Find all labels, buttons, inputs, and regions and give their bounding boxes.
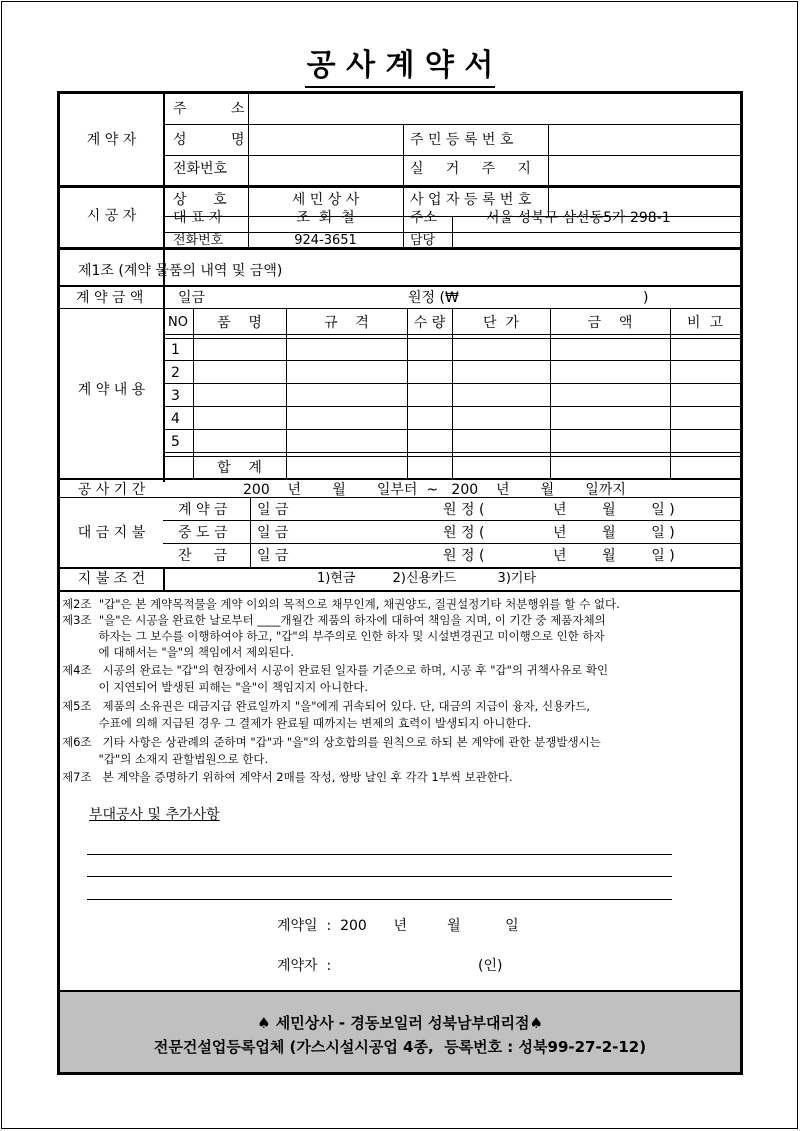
article-7: 제7조 본 계약을 증명하기 위하여 계약서 2매를 작성, 쌍방 날인 후 각각 1부씩 보관한다. <box>62 770 513 784</box>
name-field[interactable] <box>250 126 402 154</box>
col-header-item: 품 명 <box>217 315 262 331</box>
biz-reg-label: 사 업 자 등 록 번 호 <box>410 192 532 208</box>
footer-line-2: 전문건설업등록업체 (가스시설시공업 4종, 등록번호 : 성북99-27-2-12) <box>153 1038 647 1056</box>
name-label: 성 명 <box>173 132 245 148</box>
article-6-cont: "갑"의 소재지 관할법원으로 한다. <box>62 752 269 766</box>
payment-row-prefix: 일 금 <box>257 548 289 564</box>
col-header-amount: 금 액 <box>587 315 633 331</box>
payment-row-won: 원 정 ( <box>443 525 485 541</box>
payment-terms-label: 지 불 조 건 <box>77 571 146 587</box>
article-3: 제3조 "을"은 시공을 완료한 날로부터 ____개월간 제품의 하자에 대하여 책임을 지며, 이 기간 중 제품자체의 <box>62 613 606 627</box>
contract-amount-label: 계 약 금 액 <box>76 290 144 306</box>
payment-row-date: 년 월 일 ) <box>553 502 675 518</box>
contract-form <box>57 91 743 1075</box>
col-header-remarks: 비 고 <box>687 315 723 331</box>
builder-phone-value: 924-3651 <box>294 233 357 248</box>
amount-words-field[interactable] <box>210 287 400 307</box>
article-1-heading: 제1조 (계약 물품의 내역 및 금액) <box>78 263 283 279</box>
period-label: 공 사 기 간 <box>77 482 146 498</box>
total-label: 합 계 <box>217 460 262 476</box>
manager-label: 담당 <box>410 233 436 248</box>
contractor-section-label: 계 약 자 <box>86 132 137 148</box>
extra-work-field[interactable] <box>87 834 672 900</box>
col-header-qty: 수 량 <box>413 315 446 331</box>
footer-banner <box>60 992 740 1072</box>
payment-row-won: 원 정 ( <box>443 502 485 518</box>
footer-line-1: ♠ 세민상사 - 경동보일러 성북남부대리점♠ <box>257 1014 543 1032</box>
resident-reg-label: 주 민 등 록 번 호 <box>410 132 514 148</box>
contract-party-signature: 계약자 : (인) <box>277 958 503 974</box>
period-text: 200 년 월 일부터 ~ 200 년 월 일까지 <box>243 482 626 498</box>
payment-terms-options: 1)현금 2)신용카드 3)기타 <box>317 571 537 586</box>
article-4: 제4조 시공의 완료는 "갑"의 현장에서 시공이 완료된 일자를 기준으로 하며, 시공 후 "갑"의 귀책사유로 확인 <box>62 663 609 677</box>
builder-phone-label: 전화번호 <box>173 233 224 248</box>
representative-value: 조 회 철 <box>296 210 355 226</box>
col-header-spec: 규 격 <box>324 315 369 331</box>
article-3-cont: 하자는 그 보수를 이행하여야 하고, "갑"의 부주의로 인한 하자 및 시설변경권고 미이행으로 인한 하자 <box>62 629 605 643</box>
representative-label: 대 표 자 <box>173 210 223 226</box>
col-header-unit-price: 단 가 <box>483 315 519 331</box>
builder-address-value: 서울 성북구 삼선동5가 298-1 <box>486 210 671 226</box>
row-no-2: 2 <box>171 365 180 381</box>
payment-row-name: 중 도 금 <box>178 525 228 541</box>
payment-row-name: 계 약 금 <box>178 502 228 518</box>
contract-items-label: 계 약 내 용 <box>77 382 146 398</box>
row-no-5: 5 <box>171 434 180 450</box>
manager-field[interactable] <box>454 233 738 247</box>
contractor-phone-field[interactable] <box>250 156 402 184</box>
resident-reg-field[interactable] <box>550 126 738 154</box>
payment-row-name: 잔 금 <box>178 548 228 564</box>
contract-date: 계약일 : 200 년 월 일 <box>277 918 519 934</box>
residence-label: 실 거 주 지 <box>410 161 531 177</box>
row-no-4: 4 <box>171 411 180 427</box>
payment-label: 대 금 지 불 <box>77 525 146 541</box>
residence-field[interactable] <box>550 156 738 184</box>
payment-row-date: 년 월 일 ) <box>553 525 675 541</box>
document-title: 공 사 계 약 서 <box>0 40 800 88</box>
builder-section-label: 시 공 자 <box>86 208 137 224</box>
article-3-cont: 에 대해서는 "을"의 책임에서 제외된다. <box>62 645 295 659</box>
row-no-1: 1 <box>171 342 180 358</box>
address-field[interactable] <box>250 96 738 123</box>
builder-address-label: 주소 <box>410 210 438 226</box>
payment-row-date: 년 월 일 ) <box>553 548 675 564</box>
contractor-phone-label: 전화번호 <box>173 161 228 177</box>
trade-name-label: 상 호 <box>173 192 227 208</box>
article-2: 제2조 "갑"은 본 계약목적물을 계약 이외의 목적으로 채무인계, 채권양도, 질권설정기타 처분행위를 할 수 없다. <box>62 597 620 611</box>
article-4-cont: 이 지연되어 발생된 피해는 "을"이 책임지지 아니한다. <box>62 680 369 694</box>
trade-name-value: 세 민 상 사 <box>291 192 360 208</box>
amount-prefix: 일금 <box>178 290 206 306</box>
col-header-no: NO <box>168 315 188 330</box>
amount-number-field[interactable] <box>480 287 640 307</box>
article-5-cont: 수표에 의해 지급된 경우 그 결제가 완료될 때까지는 변제의 효력이 발생되지 아니한다. <box>62 716 532 730</box>
extra-work-heading: 부대공사 및 추가사항 <box>89 807 220 823</box>
address-label: 주 소 <box>173 101 245 117</box>
payment-row-prefix: 일 금 <box>257 502 289 518</box>
row-no-3: 3 <box>171 388 180 404</box>
payment-row-won: 원 정 ( <box>443 548 485 564</box>
amount-close: ) <box>643 290 649 306</box>
article-5: 제5조 제품의 소유권은 대금지급 완료일까지 "을"에게 귀속되어 있다. 단, 대금의 지급이 융자, 신용카드, <box>62 699 591 713</box>
article-6: 제6조 기타 사항은 상관례의 준하며 "갑"과 "을"의 상호합의를 원칙으로 하되 본 계약에 관한 분쟁발생시는 <box>62 735 601 749</box>
payment-row-prefix: 일 금 <box>257 525 289 541</box>
amount-won: 원정 (₩ <box>408 290 459 306</box>
biz-reg-field[interactable] <box>550 187 738 215</box>
